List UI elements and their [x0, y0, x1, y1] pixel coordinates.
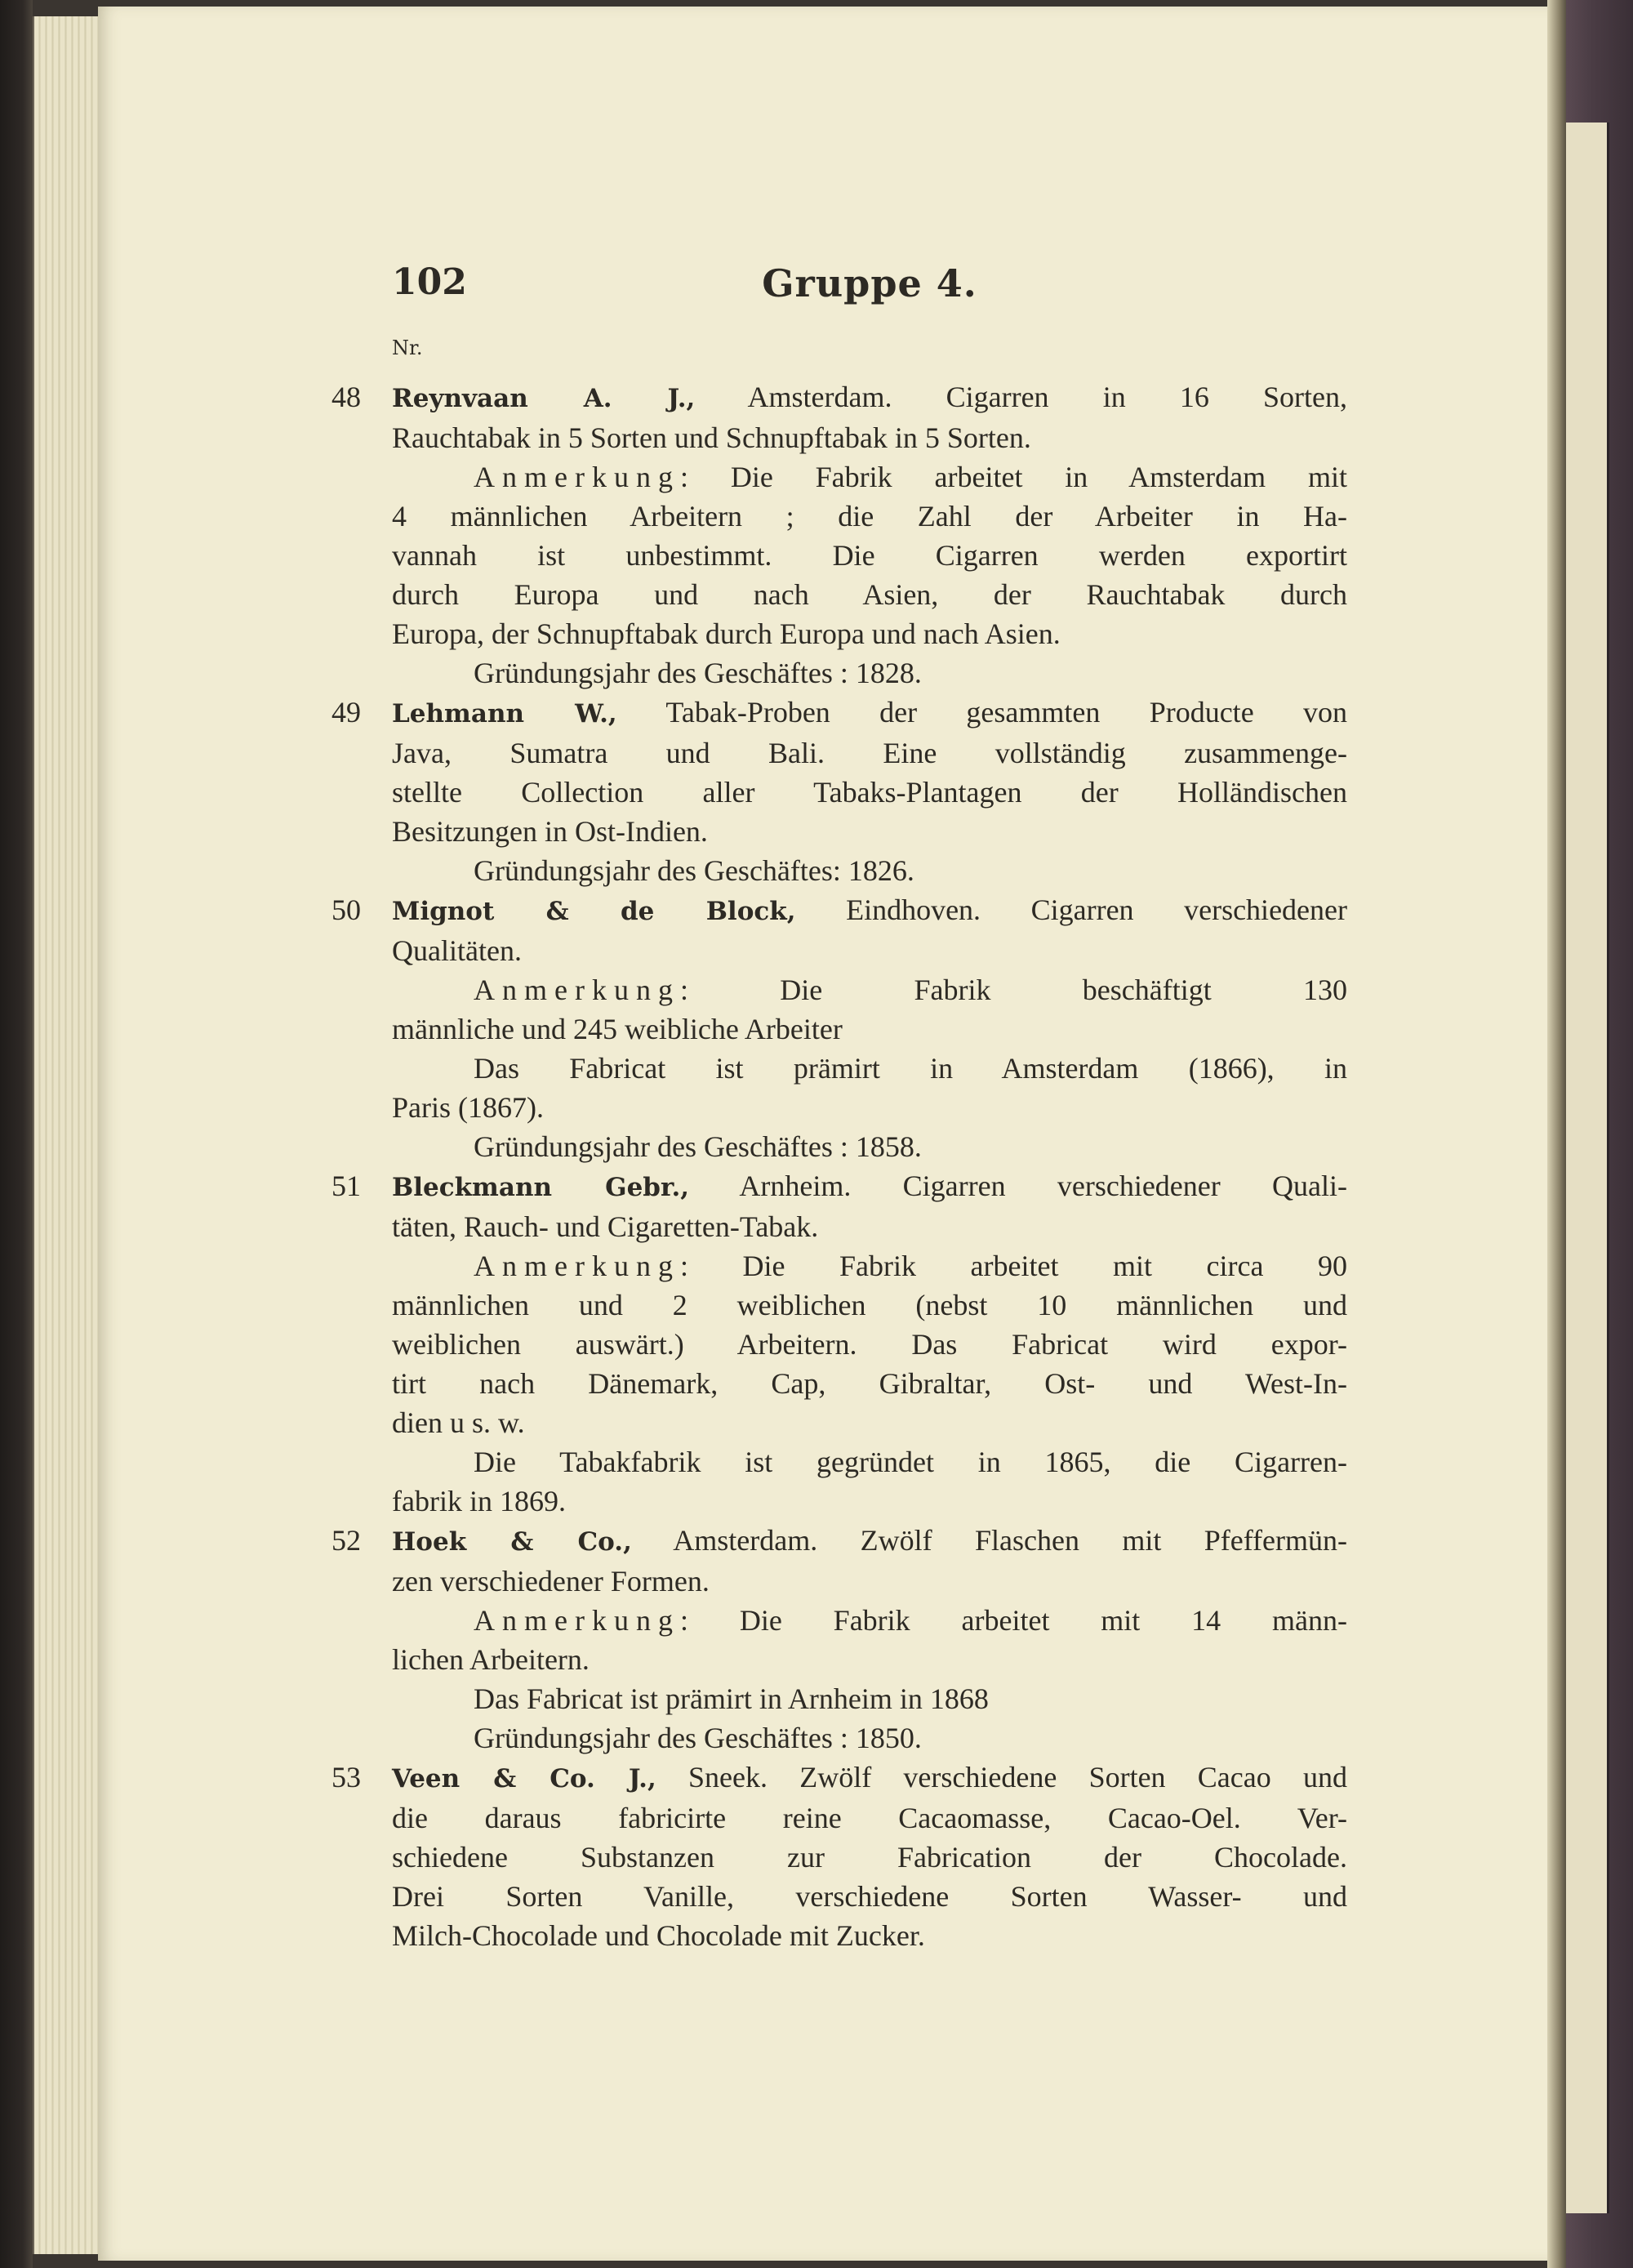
paragraph-line: 4 männlichen Arbeitern ; die Zahl der Arbeiter in Ha- [392, 500, 1347, 532]
entry-line: Drei Sorten Vanille, verschiedene Sorten Wasser- und [392, 1880, 1347, 1913]
paragraph-first-line [392, 457, 1347, 497]
anmerkung-label: Anmerkung [474, 461, 680, 493]
catalog-entry [331, 1166, 1348, 1521]
paragraph-line: durch Europa und nach Asien, der Rauchtabak durch [392, 578, 1347, 611]
entry-number: 53 [331, 1761, 361, 1793]
entry-line: Besitzungen in Ost-Indien. [392, 815, 708, 848]
anmerkung-label: Anmerkung [474, 1604, 680, 1637]
paragraph-text: Gründungsjahr des Geschäftes: 1826. [474, 854, 914, 887]
paragraph-first-line [392, 851, 1347, 890]
entry-line: die daraus fabricirte reine Cacaomasse, Cacao-Oel. Ver- [392, 1802, 1347, 1834]
exhibitor-name: Lehmann W., [392, 699, 617, 729]
entry-description: Amsterdam. Cigarren in 16 Sorten, [695, 381, 1347, 413]
entry-line: Milch-Chocolade und Chocolade mit Zucker. [392, 1919, 925, 1952]
paragraph-text: Gründungsjahr des Geschäftes : 1858. [474, 1130, 922, 1163]
book-gutter [1547, 0, 1568, 2268]
paragraph-text: Gründungsjahr des Geschäftes : 1828. [474, 657, 922, 689]
entry-line: Qualitäten. [392, 934, 522, 967]
entry-line: schiedene Substanzen zur Fabrication der Chocolade. [392, 1841, 1347, 1874]
exhibitor-name: Mignot & de Block, [392, 897, 796, 926]
entry-description: Amsterdam. Zwölf Flaschen mit Pfeffermün- [631, 1524, 1347, 1557]
entry-first-line [392, 1166, 1347, 1207]
entry-description: Arnheim. Cigarren verschiedener Quali- [689, 1170, 1348, 1202]
entry-first-line [392, 377, 1347, 418]
entry-number: 48 [331, 381, 361, 413]
exhibitor-name: Hoek & Co., [392, 1527, 632, 1557]
paragraph-first-line [392, 653, 1347, 693]
entry-first-line [392, 890, 1347, 931]
paragraph-line: vannah ist unbestimmt. Die Cigarren werden exportirt [392, 539, 1347, 572]
paragraph-line: dien u s. w. [392, 1406, 525, 1439]
paragraph-first-line [392, 1127, 1347, 1166]
paragraph-text: Gründungsjahr des Geschäftes : 1850. [474, 1722, 922, 1754]
anmerkung-label: Anmerkung [474, 1250, 680, 1282]
nr-column-label: Nr. [392, 336, 423, 359]
book-cover-left [0, 0, 33, 2268]
paragraph-text: : Die Fabrik arbeitet mit 14 männ- [679, 1604, 1347, 1637]
paragraph-line: männlichen und 2 weiblichen (nebst 10 männlichen und [392, 1289, 1347, 1321]
exhibitor-name: Bleckmann Gebr., [392, 1173, 690, 1202]
page-edges [33, 16, 108, 2254]
paragraph-line: Paris (1867). [392, 1091, 544, 1124]
entry-first-line [392, 693, 1347, 733]
paragraph-line: männliche und 245 weibliche Arbeiter [392, 1013, 843, 1045]
catalog-entry [331, 377, 1347, 693]
paragraph-first-line [392, 1442, 1347, 1482]
page-number: 102 [392, 261, 467, 303]
paragraph-first-line [392, 1679, 1347, 1718]
entry-first-line [392, 1758, 1347, 1798]
paragraph-text: Das Fabricat ist prämirt in Arnheim in 1868 [474, 1682, 989, 1715]
exhibitor-name: Reynvaan A. J., [392, 384, 696, 413]
facing-page-edge [1566, 123, 1609, 2213]
catalog-entry [331, 890, 1347, 1166]
anmerkung-label: Anmerkung [474, 974, 680, 1006]
entry-description: Sneek. Zwölf verschiedene Sorten Cacao und [656, 1761, 1347, 1793]
paragraph-first-line [392, 970, 1347, 1009]
paragraph-text: Das Fabricat ist prämirt in Amsterdam (1866), in [474, 1052, 1347, 1085]
paragraph-text: : Die Fabrik arbeitet in Amsterdam mit [679, 461, 1347, 493]
paragraph-text: : Die Fabrik arbeitet mit circa 90 [679, 1250, 1347, 1282]
page-text [331, 261, 1348, 1952]
paragraph-text: : Die Fabrik beschäftigt 130 [679, 974, 1347, 1006]
entry-line: Rauchtabak in 5 Sorten und Schnupftabak in 5 Sorten. [392, 421, 1031, 454]
entry-list [331, 377, 1348, 1955]
paragraph-line: lichen Arbeitern. [392, 1643, 590, 1676]
entry-line: täten, Rauch- und Cigaretten-Tabak. [392, 1210, 819, 1243]
group-title: Gruppe 4. [762, 261, 977, 305]
paragraph-line: weiblichen auswärt.) Arbeitern. Das Fabricat wird expor- [392, 1328, 1347, 1361]
exhibitor-name: Veen & Co. J., [392, 1764, 656, 1793]
page-header [392, 261, 1347, 327]
paragraph-text: Die Tabakfabrik ist gegründet in 1865, die Cigarren- [474, 1446, 1347, 1478]
entry-number: 52 [331, 1524, 361, 1557]
paragraph-line: fabrik in 1869. [392, 1485, 566, 1517]
entry-line: stellte Collection aller Tabaks-Plantagen der Holländischen [392, 776, 1347, 809]
entry-description: Tabak-Proben der gesammten Producte von [616, 696, 1347, 729]
entry-number: 50 [331, 893, 361, 926]
entry-line: zen verschiedener Formen. [392, 1565, 710, 1597]
paragraph-first-line [392, 1718, 1347, 1758]
entry-number: 49 [331, 696, 361, 729]
entry-number: 51 [331, 1170, 361, 1202]
paragraph-first-line [392, 1049, 1347, 1088]
entry-description: Eindhoven. Cigarren verschiedener [795, 893, 1347, 926]
paragraph-line: tirt nach Dänemark, Cap, Gibraltar, Ost- und West-In- [392, 1367, 1347, 1400]
entry-first-line [392, 1521, 1347, 1562]
entry-line: Java, Sumatra und Bali. Eine vollständig zusammenge- [392, 737, 1347, 769]
catalog-entry [331, 693, 1347, 890]
paragraph-first-line [392, 1601, 1347, 1640]
paragraph-first-line [392, 1246, 1347, 1285]
catalog-entry [331, 1758, 1347, 1955]
catalog-entry [331, 1521, 1347, 1758]
paragraph-line: Europa, der Schnupftabak durch Europa und nach Asien. [392, 617, 1061, 650]
